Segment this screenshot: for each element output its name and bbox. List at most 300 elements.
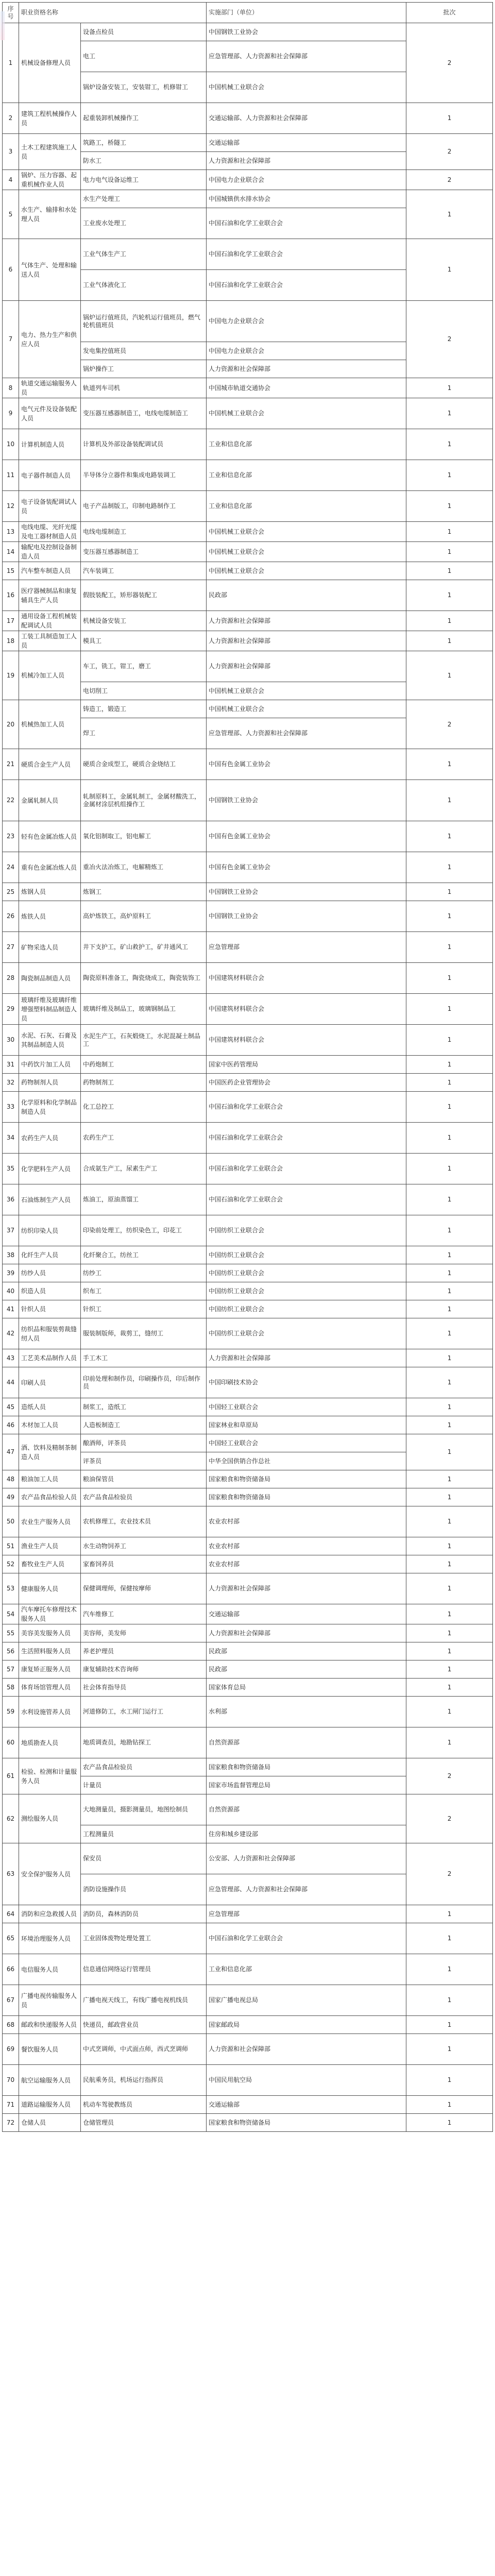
occupation-name: 锅炉运行值班员，汽轮机运行值班员，燃气轮机值班员	[81, 301, 207, 342]
department-name: 人力资源和社会保障部	[207, 1573, 406, 1604]
table-row	[3, 1300, 493, 1318]
batch-count: 1	[406, 1727, 493, 1758]
row-number: 16	[3, 580, 19, 611]
category-name: 水利设施管养人员	[19, 1697, 81, 1727]
row-number: 19	[3, 651, 19, 700]
department-name: 中国机械工业联合会	[207, 682, 406, 700]
category-name: 石油炼制生产人员	[19, 1184, 81, 1215]
row-number: 50	[3, 1506, 19, 1537]
table-row	[3, 821, 493, 852]
occupation-name: 家畜饲养员	[81, 1555, 207, 1573]
occupation-name: 养老护理员	[81, 1642, 207, 1660]
batch-count: 1	[406, 1573, 493, 1604]
department-name: 国家粮食和物资储备局	[207, 1758, 406, 1776]
table-row	[3, 170, 493, 190]
department-name: 中国纺织工业联合会	[207, 1215, 406, 1246]
row-number: 12	[3, 491, 19, 522]
table-row	[3, 932, 493, 963]
department-name: 中国城镇供水排水协会	[207, 190, 406, 208]
row-number: 36	[3, 1184, 19, 1215]
row-number: 52	[3, 1555, 19, 1573]
table-row	[3, 1905, 493, 1923]
department-name: 国家市场监督管理总局	[207, 1776, 406, 1794]
department-name: 自然资源部	[207, 1794, 406, 1825]
occupation-name: 粮油保管员	[81, 1470, 207, 1488]
table-row	[3, 883, 493, 901]
department-name: 中华全国供销合作总社	[207, 1452, 406, 1470]
category-name: 农业生产服务人员	[19, 1506, 81, 1537]
table-row	[3, 239, 493, 270]
category-name: 化学原料和化学制品制造人员	[19, 1092, 81, 1123]
occupation-name: 评茶员	[81, 1452, 207, 1470]
department-name: 国家粮食和物资储备局	[207, 1488, 406, 1506]
row-number: 28	[3, 963, 19, 994]
department-name: 自然资源部	[207, 1727, 406, 1758]
batch-count: 1	[406, 1488, 493, 1506]
table-row	[3, 1318, 493, 1349]
row-number: 17	[3, 611, 19, 631]
row-number: 6	[3, 239, 19, 301]
table-row	[3, 460, 493, 491]
category-name: 电线电缆、光纤光缆及电工器材制造人员	[19, 522, 81, 542]
table-row	[3, 963, 493, 994]
row-number: 46	[3, 1416, 19, 1434]
department-name: 中国钢铁工业协会	[207, 23, 406, 41]
category-name: 纺织品和服装剪裁缝纫人员	[19, 1318, 81, 1349]
occupation-name: 炼钢工	[81, 883, 207, 901]
batch-count: 1	[406, 522, 493, 542]
batch-count: 1	[406, 190, 493, 239]
batch-count: 1	[406, 883, 493, 901]
occupation-name: 人造板制造工	[81, 1416, 207, 1434]
department-name: 中国民用航空局	[207, 2065, 406, 2096]
batch-count: 1	[406, 1537, 493, 1555]
department-name: 人力资源和社会保障部	[207, 152, 406, 170]
row-number: 15	[3, 562, 19, 580]
department-name: 中国机械工业联合会	[207, 700, 406, 718]
table-row	[3, 1367, 493, 1398]
row-number: 27	[3, 932, 19, 963]
row-number: 39	[3, 1264, 19, 1282]
category-name: 土木工程建筑施工人员	[19, 134, 81, 170]
table-row	[3, 1123, 493, 1154]
occupation-name: 水泥生产工，石灰煅烧工，水泥混凝土制品工	[81, 1025, 207, 1056]
category-name: 计算机制造人员	[19, 429, 81, 460]
occupation-name: 水生动物饲养工	[81, 1537, 207, 1555]
occupation-name: 农产品食品检验员	[81, 1488, 207, 1506]
batch-count: 1	[406, 1282, 493, 1300]
table-row	[3, 1573, 493, 1604]
occupation-name: 炼油工，原油蒸馏工	[81, 1184, 207, 1215]
row-number: 34	[3, 1123, 19, 1154]
row-number: 71	[3, 2096, 19, 2114]
batch-count: 2	[406, 134, 493, 170]
batch-count: 1	[406, 1123, 493, 1154]
row-number: 62	[3, 1794, 19, 1843]
batch-count: 1	[406, 2065, 493, 2096]
table-header-row	[3, 3, 493, 23]
table-row	[3, 398, 493, 429]
department-name: 人力资源和社会保障部	[207, 2034, 406, 2065]
batch-count: 1	[406, 2114, 493, 2132]
occupation-name: 工业气体液化工	[81, 270, 207, 301]
department-name: 中国石油和化学工业联合会	[207, 208, 406, 239]
category-name: 农产品食品检验人员	[19, 1488, 81, 1506]
row-number: 47	[3, 1434, 19, 1470]
batch-count: 1	[406, 1954, 493, 1985]
category-name: 安全保护服务人员	[19, 1843, 81, 1905]
category-name: 化纤生产人员	[19, 1246, 81, 1264]
occupation-table	[2, 2, 493, 2132]
row-number: 54	[3, 1604, 19, 1624]
department-name: 应急管理部	[207, 932, 406, 963]
department-name: 中国轻工业联合会	[207, 1398, 406, 1416]
occupation-name: 印染前处理工，纺织染色工，印花工	[81, 1215, 207, 1246]
occupation-name: 发电集控值班员	[81, 342, 207, 360]
category-name: 纺织印染人员	[19, 1215, 81, 1246]
category-name: 广播电视传输服务人员	[19, 1985, 81, 2016]
batch-count: 1	[406, 460, 493, 491]
table-row	[3, 1074, 493, 1092]
department-name: 交通运输部、人力资源和社会保障部	[207, 103, 406, 134]
category-name: 畜牧业生产人员	[19, 1555, 81, 1573]
batch-count: 1	[406, 780, 493, 821]
category-name: 中药饮片加工人员	[19, 1056, 81, 1074]
department-name: 中国医药企业管理协会	[207, 1074, 406, 1092]
occupation-name: 工业气体生产工	[81, 239, 207, 270]
department-name: 中国有色金属工业协会	[207, 852, 406, 883]
row-number: 31	[3, 1056, 19, 1074]
department-name: 水利部	[207, 1697, 406, 1727]
occupation-name: 纺纱工	[81, 1264, 207, 1282]
category-name: 医疗器械制品和康复辅具生产人员	[19, 580, 81, 611]
occupation-name: 消防员，森林消防员	[81, 1905, 207, 1923]
occupation-name: 大地测量员，摄影测量员，地图绘制员	[81, 1794, 207, 1825]
category-name: 织造人员	[19, 1282, 81, 1300]
department-name: 中国电力企业联合会	[207, 301, 406, 342]
table-row	[3, 1604, 493, 1624]
occupation-name: 变压器互感器制造工	[81, 542, 207, 562]
batch-count: 1	[406, 1923, 493, 1954]
batch-count: 1	[406, 239, 493, 301]
department-name: 民政部	[207, 1642, 406, 1660]
row-number: 21	[3, 749, 19, 780]
category-name: 纺纱人员	[19, 1264, 81, 1282]
category-name: 水生产、输排和水处理人员	[19, 190, 81, 239]
occupation-name: 铸造工，锻造工	[81, 700, 207, 718]
occupation-name: 合成氨生产工，尿素生产工	[81, 1154, 207, 1184]
occupation-name: 高炉炼铁工，高炉原料工	[81, 901, 207, 932]
batch-count: 1	[406, 1398, 493, 1416]
row-number: 49	[3, 1488, 19, 1506]
occupation-name: 康复辅助技术咨询师	[81, 1660, 207, 1679]
department-name: 中国纺织工业联合会	[207, 1318, 406, 1349]
row-number: 48	[3, 1470, 19, 1488]
category-name: 测绘服务人员	[19, 1794, 81, 1843]
category-name: 康复矫正服务人员	[19, 1660, 81, 1679]
batch-count: 1	[406, 611, 493, 631]
batch-count: 1	[406, 1300, 493, 1318]
department-name: 农业农村部	[207, 1537, 406, 1555]
department-name: 国家林业和草原局	[207, 1416, 406, 1434]
department-name: 国家粮食和物资储备局	[207, 1470, 406, 1488]
category-name: 地质勘查人员	[19, 1727, 81, 1758]
category-name: 印刷人员	[19, 1367, 81, 1398]
batch-count: 1	[406, 651, 493, 700]
category-name: 木材加工人员	[19, 1416, 81, 1434]
batch-count: 1	[406, 994, 493, 1025]
department-name: 民政部	[207, 580, 406, 611]
batch-count: 1	[406, 1679, 493, 1697]
row-number: 69	[3, 2034, 19, 2065]
table-row	[3, 429, 493, 460]
department-name: 人力资源和社会保障部	[207, 360, 406, 378]
department-name: 中国纺织工业联合会	[207, 1246, 406, 1264]
header-category: 职业资格名称	[19, 3, 207, 23]
occupation-name: 陶瓷原料准备工，陶瓷烧成工，陶瓷装饰工	[81, 963, 207, 994]
occupation-name: 筑路工，桥隧工	[81, 134, 207, 152]
row-number: 9	[3, 398, 19, 429]
occupation-name: 河道修防工，水工闸门运行工	[81, 1697, 207, 1727]
table-row	[3, 1697, 493, 1727]
batch-count: 1	[406, 1246, 493, 1264]
category-name: 邮政和快递服务人员	[19, 2016, 81, 2034]
department-name: 农业农村部	[207, 1555, 406, 1573]
batch-count: 2	[406, 301, 493, 378]
batch-count: 2	[406, 23, 493, 103]
batch-count: 1	[406, 1215, 493, 1246]
department-name: 公安部、人力资源和社会保障部	[207, 1843, 406, 1874]
department-name: 人力资源和社会保障部	[207, 1624, 406, 1642]
occupation-name: 电切削工	[81, 682, 207, 700]
category-name: 电信服务人员	[19, 1954, 81, 1985]
occupation-name: 保安员	[81, 1843, 207, 1874]
row-number: 25	[3, 883, 19, 901]
category-name: 工装工具制造加工人员	[19, 631, 81, 651]
table-row	[3, 134, 493, 152]
table-row	[3, 1660, 493, 1679]
row-number: 57	[3, 1660, 19, 1679]
row-number: 30	[3, 1025, 19, 1056]
row-number: 35	[3, 1154, 19, 1184]
row-number: 56	[3, 1642, 19, 1660]
department-name: 中国钢铁工业协会	[207, 883, 406, 901]
table-row	[3, 562, 493, 580]
table-row	[3, 2096, 493, 2114]
batch-count: 1	[406, 1367, 493, 1398]
category-name: 造纸人员	[19, 1398, 81, 1416]
row-number: 41	[3, 1300, 19, 1318]
department-name: 国家广播电视总局	[207, 1985, 406, 2016]
row-number: 42	[3, 1318, 19, 1349]
occupation-name: 社会体育指导员	[81, 1679, 207, 1697]
row-number: 72	[3, 2114, 19, 2132]
category-name: 输配电及控制设备制造人员	[19, 542, 81, 562]
batch-count: 1	[406, 378, 493, 398]
row-number: 26	[3, 901, 19, 932]
table-row	[3, 651, 493, 682]
table-row	[3, 378, 493, 398]
table-row	[3, 1154, 493, 1184]
row-number: 20	[3, 700, 19, 749]
category-name: 消防和应急救援人员	[19, 1905, 81, 1923]
occupation-name: 锅炉设备安装工，安装钳工，机修钳工	[81, 72, 207, 103]
department-name: 中国有色金属工业协会	[207, 749, 406, 780]
category-name: 检验、检测和计量服务人员	[19, 1758, 81, 1794]
category-name: 电力、热力生产和供应人员	[19, 301, 81, 378]
row-number: 14	[3, 542, 19, 562]
category-name: 轨道交通运输服务人员	[19, 378, 81, 398]
row-number: 67	[3, 1985, 19, 2016]
department-name: 中国城市轨道交通协会	[207, 378, 406, 398]
department-name: 中国建筑材料联合会	[207, 994, 406, 1025]
row-number: 59	[3, 1697, 19, 1727]
occupation-name: 农产品食品检验员	[81, 1758, 207, 1776]
table-row	[3, 1184, 493, 1215]
occupation-name: 农药生产工	[81, 1123, 207, 1154]
row-number: 63	[3, 1843, 19, 1905]
table-row	[3, 1025, 493, 1056]
table-row	[3, 1624, 493, 1642]
category-name: 机械设备修理人员	[19, 23, 81, 103]
row-number: 29	[3, 994, 19, 1025]
occupation-name: 模具工	[81, 631, 207, 651]
occupation-name: 工业废水处理工	[81, 208, 207, 239]
category-name: 气体生产、处理和输送人员	[19, 239, 81, 301]
occupation-name: 中式烹调师，中式面点师，西式烹调师	[81, 2034, 207, 2065]
batch-count: 1	[406, 1349, 493, 1367]
row-number: 58	[3, 1679, 19, 1697]
batch-count: 1	[406, 1184, 493, 1215]
occupation-name: 重冶火法冶炼工，电解精炼工	[81, 852, 207, 883]
batch-count: 1	[406, 963, 493, 994]
row-number: 22	[3, 780, 19, 821]
table-row	[3, 1679, 493, 1697]
department-name: 应急管理部	[207, 1905, 406, 1923]
occupation-name: 硬质合金成型工，硬质合金烧结工	[81, 749, 207, 780]
department-name: 中国石油和化学工业联合会	[207, 1184, 406, 1215]
row-number: 44	[3, 1367, 19, 1398]
table-row	[3, 1843, 493, 1874]
batch-count: 1	[406, 932, 493, 963]
batch-count: 1	[406, 1264, 493, 1282]
department-name: 工业和信息化部	[207, 429, 406, 460]
occupation-name: 氧化铝制取工，铝电解工	[81, 821, 207, 852]
batch-count: 1	[406, 1624, 493, 1642]
table-row	[3, 491, 493, 522]
occupation-name: 印前处理和制作员，印刷操作员，印后制作员	[81, 1367, 207, 1398]
batch-count: 1	[406, 1318, 493, 1349]
row-number: 13	[3, 522, 19, 542]
batch-count: 1	[406, 1905, 493, 1923]
batch-count: 1	[406, 1154, 493, 1184]
row-number: 38	[3, 1246, 19, 1264]
batch-count: 1	[406, 542, 493, 562]
occupation-name: 防水工	[81, 152, 207, 170]
row-number: 45	[3, 1398, 19, 1416]
table-row	[3, 2065, 493, 2096]
department-name: 交通运输部	[207, 2096, 406, 2114]
row-number: 24	[3, 852, 19, 883]
batch-count: 1	[406, 1470, 493, 1488]
table-row	[3, 631, 493, 651]
department-name: 国家粮食和物资储备局	[207, 2114, 406, 2132]
table-row	[3, 1349, 493, 1367]
category-name: 通用设备工程机械装配调试人员	[19, 611, 81, 631]
occupation-name: 汽车维修工	[81, 1604, 207, 1624]
category-name: 仓储人员	[19, 2114, 81, 2132]
occupation-name: 中药炮制工	[81, 1056, 207, 1074]
occupation-name: 电子产品制版工，印制电路制作工	[81, 491, 207, 522]
occupation-name: 电工	[81, 41, 207, 72]
category-name: 汽车整车制造人员	[19, 562, 81, 580]
occupation-name: 半导体分立器件和集成电路装调工	[81, 460, 207, 491]
occupation-name: 汽车装调工	[81, 562, 207, 580]
department-name: 中国石油和化学工业联合会	[207, 1123, 406, 1154]
category-name: 航空运输服务人员	[19, 2065, 81, 2096]
occupation-name: 农机修理工，农业技术员	[81, 1506, 207, 1537]
occupation-name: 美容师，美发师	[81, 1624, 207, 1642]
row-number: 5	[3, 190, 19, 239]
header-no: 序号	[3, 3, 19, 23]
department-name: 中国石油和化学工业联合会	[207, 270, 406, 301]
row-number: 55	[3, 1624, 19, 1642]
department-name: 应急管理部、人力资源和社会保障部	[207, 718, 406, 749]
row-number: 70	[3, 2065, 19, 2096]
department-name: 中国机械工业联合会	[207, 562, 406, 580]
department-name: 人力资源和社会保障部	[207, 1349, 406, 1367]
department-name: 应急管理部、人力资源和社会保障部	[207, 41, 406, 72]
batch-count: 1	[406, 1985, 493, 2016]
batch-count: 2	[406, 1758, 493, 1794]
batch-count: 1	[406, 491, 493, 522]
category-name: 电子设备装配调试人员	[19, 491, 81, 522]
occupation-name: 织布工	[81, 1282, 207, 1300]
row-number: 66	[3, 1954, 19, 1985]
department-name: 中国轻工业联合会	[207, 1434, 406, 1452]
category-name: 轻有色金属冶炼人员	[19, 821, 81, 852]
batch-count: 1	[406, 749, 493, 780]
category-name: 餐饮服务人员	[19, 2034, 81, 2065]
table-row	[3, 2034, 493, 2065]
row-number: 3	[3, 134, 19, 170]
department-name: 中国石油和化学工业联合会	[207, 239, 406, 270]
department-name: 交通运输部	[207, 1604, 406, 1624]
row-number: 40	[3, 1282, 19, 1300]
batch-count: 1	[406, 1555, 493, 1573]
occupation-name: 信息通信网络运行管理员	[81, 1954, 207, 1985]
batch-count: 1	[406, 2016, 493, 2034]
category-name: 汽车摩托车修理技术服务人员	[19, 1604, 81, 1624]
category-name: 酒、饮料及精制茶制造人员	[19, 1434, 81, 1470]
table-row	[3, 1215, 493, 1246]
row-number: 1	[3, 23, 19, 103]
category-name: 水泥、石灰、石膏及其制品制造人员	[19, 1025, 81, 1056]
category-name: 建筑工程机械操作人员	[19, 103, 81, 134]
occupation-name: 消防设施操作员	[81, 1874, 207, 1905]
occupation-name: 井下支护工，矿山救护工，矿井通风工	[81, 932, 207, 963]
department-name: 交通运输部	[207, 134, 406, 152]
category-name: 生活照料服务人员	[19, 1642, 81, 1660]
occupation-name: 药物制剂工	[81, 1074, 207, 1092]
department-name: 中国钢铁工业协会	[207, 901, 406, 932]
table-row	[3, 1506, 493, 1537]
category-name: 硬质合金生产人员	[19, 749, 81, 780]
occupation-name: 起重装卸机械操作工	[81, 103, 207, 134]
category-name: 农药生产人员	[19, 1123, 81, 1154]
category-name: 玻璃纤维及玻璃纤维增强塑料制品制造人员	[19, 994, 81, 1025]
department-name: 中国印刷技术协会	[207, 1367, 406, 1398]
